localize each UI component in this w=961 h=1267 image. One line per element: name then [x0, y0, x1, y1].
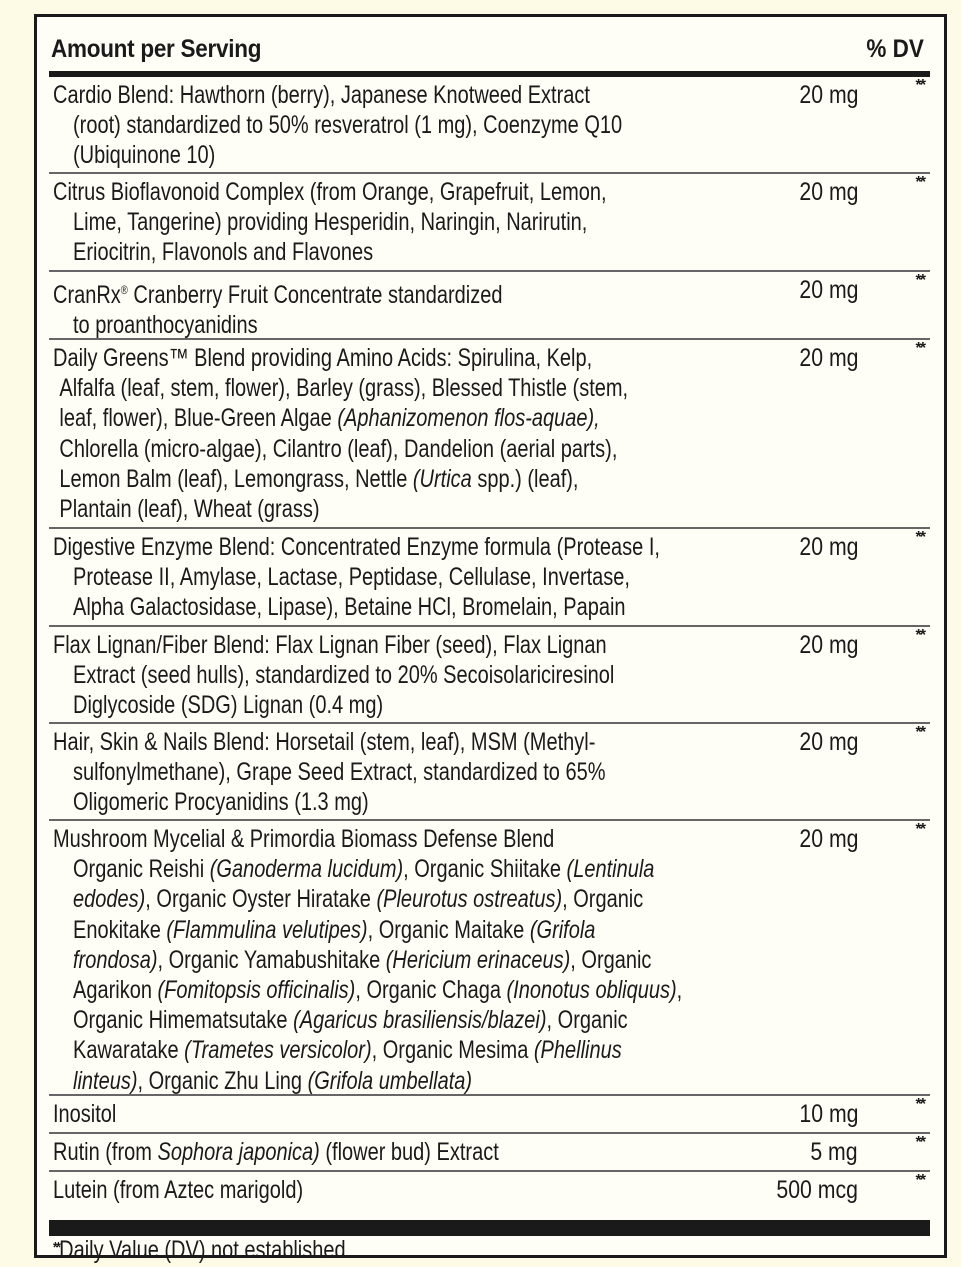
dv-heading: % DV	[866, 35, 924, 63]
amount-value: 20 mg	[798, 178, 858, 206]
dv-value: **	[915, 627, 924, 644]
text-line	[53, 1066, 773, 1096]
latin-name: Sophora japonica)	[157, 1138, 320, 1166]
amount-value: 20 mg	[798, 276, 858, 304]
amount-per-serving-heading: Amount per Serving	[51, 35, 262, 63]
text-fragment: , Organic Yamabushitake	[157, 945, 386, 974]
latin-name: edodes)	[73, 885, 146, 914]
ingredient-text	[53, 630, 773, 721]
text-line: Digestive Enzyme Blend: Concentrated Enzyme formula (Protease I,	[53, 533, 660, 561]
text-fragment: Rutin (from	[53, 1138, 158, 1166]
text-line	[53, 275, 773, 310]
ingredient-rows	[49, 77, 930, 1212]
ingredient-text	[53, 80, 773, 171]
amount-value: 5 mg	[810, 1138, 858, 1166]
row-rutin	[49, 1134, 930, 1172]
text-fragment: , Organic Oyster Hiratake	[145, 885, 377, 914]
dv-value: **	[915, 529, 924, 546]
ingredient-text	[53, 1099, 773, 1129]
text-line: Inositol	[53, 1100, 117, 1128]
text-fragment: Lemon Balm (leaf), Lemongrass, Nettle	[59, 464, 413, 493]
text-line	[53, 945, 773, 975]
text-line: Lutein (from Aztec marigold)	[53, 1176, 304, 1204]
row-cranrx	[49, 272, 930, 340]
text-fragment: Kawaratake	[73, 1036, 185, 1065]
latin-name: frondosa)	[73, 945, 158, 974]
table-header	[49, 27, 930, 77]
text-line: Plantain (leaf), Wheat (grass)	[59, 495, 320, 524]
dv-value: **	[915, 174, 924, 191]
row-flax-lignan	[49, 627, 930, 724]
latin-name: (Fomitopsis officinalis)	[157, 976, 356, 1005]
text-fragment: Enokitake	[73, 915, 167, 944]
row-lutein	[49, 1172, 930, 1212]
text-fragment: , Organic Zhu Ling	[137, 1066, 308, 1095]
row-daily-greens	[49, 340, 930, 529]
dv-value: **	[915, 1096, 924, 1113]
text-fragment: spp.)	[471, 464, 522, 493]
dv-value: **	[915, 821, 924, 838]
row-digestive-enzyme	[49, 529, 930, 627]
latin-name: (Grifola	[529, 915, 596, 944]
text-fragment: Organic Reishi	[73, 855, 210, 884]
amount-value: 10 mg	[798, 1100, 858, 1128]
text-line: Alfalfa (leaf, stem, flower), Barley (grass), Blessed Thistle (stem,	[59, 374, 629, 403]
text-line: to proanthocyanidins	[73, 311, 258, 340]
latin-name: (Pleurotus ostreatus)	[376, 885, 563, 914]
text-fragment: , Organic	[570, 945, 652, 974]
bottom-rule	[49, 1220, 930, 1236]
text-line	[53, 915, 773, 945]
text-line: Alpha Galactosidase, Lipase), Betaine HCl, Bromelain, Papain	[73, 593, 626, 622]
text-line	[53, 464, 773, 494]
dv-value: **	[915, 1172, 924, 1189]
text-line	[53, 1137, 773, 1167]
text-fragment: Organic Himematsutake	[73, 1006, 294, 1035]
ingredient-text	[53, 824, 773, 1096]
text-fragment: leaf, flower), Blue-Green Algae	[59, 404, 338, 433]
text-line	[53, 884, 773, 914]
text-line: Extract (seed hulls), standardized to 20% Secoisolariciresinol	[73, 661, 615, 690]
ingredient-text	[53, 727, 773, 818]
latin-name: linteus)	[73, 1066, 138, 1095]
text-line: Lime, Tangerine) providing Hesperidin, Naringin, Narirutin,	[73, 208, 588, 237]
supplement-facts-panel	[34, 14, 947, 1264]
latin-name: (Hericium erinaceus)	[385, 945, 571, 974]
text-fragment: , Organic Shiitake	[403, 855, 567, 884]
amount-value: 20 mg	[798, 81, 858, 109]
row-mushroom-blend	[49, 821, 930, 1096]
text-line: Oligomeric Procyanidins (1.3 mg)	[73, 788, 369, 817]
amount-value: 500 mcg	[776, 1176, 858, 1204]
row-inositol	[49, 1096, 930, 1134]
dv-value: **	[915, 77, 924, 94]
dv-value: **	[915, 724, 924, 741]
registered-mark: ®	[120, 283, 128, 297]
dv-value: **	[915, 272, 924, 289]
ingredient-text	[53, 343, 773, 524]
dv-value: **	[915, 1134, 924, 1151]
amount-value: 20 mg	[798, 631, 858, 659]
text-fragment: , Organic Chaga	[355, 976, 507, 1005]
row-citrus-bioflavonoid	[49, 174, 930, 272]
latin-name: (Agaricus brasiliensis/blazei)	[293, 1006, 547, 1035]
text-line: Eriocitrin, Flavonols and Flavones	[73, 238, 374, 267]
row-hair-skin-nails	[49, 724, 930, 821]
ingredient-text	[53, 275, 773, 340]
text-fragment: , Organic Maitake	[367, 915, 530, 944]
latin-name: (Aphanizomenon flos-aquae),	[337, 404, 600, 433]
text-line: (root) standardized to 50% resveratrol (1 mg), Coenzyme Q10	[73, 111, 623, 140]
footnote	[53, 1236, 351, 1265]
text-line	[53, 975, 773, 1005]
text-fragment: Cranberry Fruit Concentrate standardized	[127, 281, 503, 309]
text-line: Flax Lignan/Fiber Blend: Flax Lignan Fiber (seed), Flax Lignan	[53, 631, 607, 659]
latin-name: (Ganoderma lucidum)	[209, 855, 404, 884]
amount-value: 20 mg	[798, 728, 858, 756]
latin-name: (Trametes versicolor)	[184, 1036, 372, 1065]
text-line: Mushroom Mycelial & Primordia Biomass Defense Blend	[53, 825, 555, 853]
text-fragment: , Organic Mesima	[371, 1036, 534, 1065]
latin-name: (Flammulina velutipes)	[166, 915, 368, 944]
text-line	[53, 1035, 773, 1065]
ingredient-text	[53, 532, 773, 623]
latin-name: (Grifola umbellata)	[307, 1066, 473, 1095]
text-fragment: , Organic	[546, 1006, 628, 1035]
ingredient-text	[53, 1175, 773, 1205]
text-fragment: ,	[676, 976, 683, 1005]
text-fragment: , Organic	[562, 885, 644, 914]
footnote-stars: **	[53, 1239, 60, 1256]
text-line: Chlorella (micro-algae), Cilantro (leaf), Dandelion (aerial parts),	[59, 434, 618, 463]
text-line: Citrus Bioflavonoid Complex (from Orange, Grapefruit, Lemon,	[53, 178, 607, 206]
text-line	[53, 1005, 773, 1035]
text-fragment: (flower bud) Extract	[319, 1138, 499, 1166]
text-line: Hair, Skin & Nails Blend: Horsetail (stem, leaf), MSM (Methyl-	[53, 728, 596, 756]
latin-name: (Phellinus	[533, 1036, 622, 1065]
text-line: Diglycoside (SDG) Lignan (0.4 mg)	[73, 691, 384, 720]
text-fragment: (leaf),	[521, 464, 579, 493]
text-line: sulfonylmethane), Grape Seed Extract, standardized to 65%	[73, 758, 606, 787]
amount-value: 20 mg	[798, 533, 858, 561]
latin-name: (Urtica	[412, 464, 472, 493]
amount-value: 20 mg	[798, 344, 858, 372]
text-line	[53, 854, 773, 884]
text-fragment: Agarikon	[73, 976, 158, 1005]
text-line: Protease II, Amylase, Lactase, Peptidase, Cellulase, Invertase,	[73, 563, 630, 592]
text-line: Daily Greens™ Blend providing Amino Acids: Spirulina, Kelp,	[53, 344, 593, 372]
latin-name: (Lentinula	[566, 855, 655, 884]
dv-value: **	[915, 340, 924, 357]
ingredient-text	[53, 177, 773, 268]
brand-name: CranRx	[53, 281, 121, 309]
latin-name: (Inonotus obliquus)	[506, 976, 677, 1005]
footnote-text: Daily Value (DV) not established.	[59, 1236, 352, 1264]
text-line	[53, 403, 773, 433]
text-line: Cardio Blend: Hawthorn (berry), Japanese Knotweed Extract	[53, 81, 590, 109]
text-line: (Ubiquinone 10)	[73, 141, 216, 170]
ingredient-text	[53, 1137, 773, 1167]
amount-value: 20 mg	[798, 825, 858, 853]
row-cardio-blend	[49, 77, 930, 174]
